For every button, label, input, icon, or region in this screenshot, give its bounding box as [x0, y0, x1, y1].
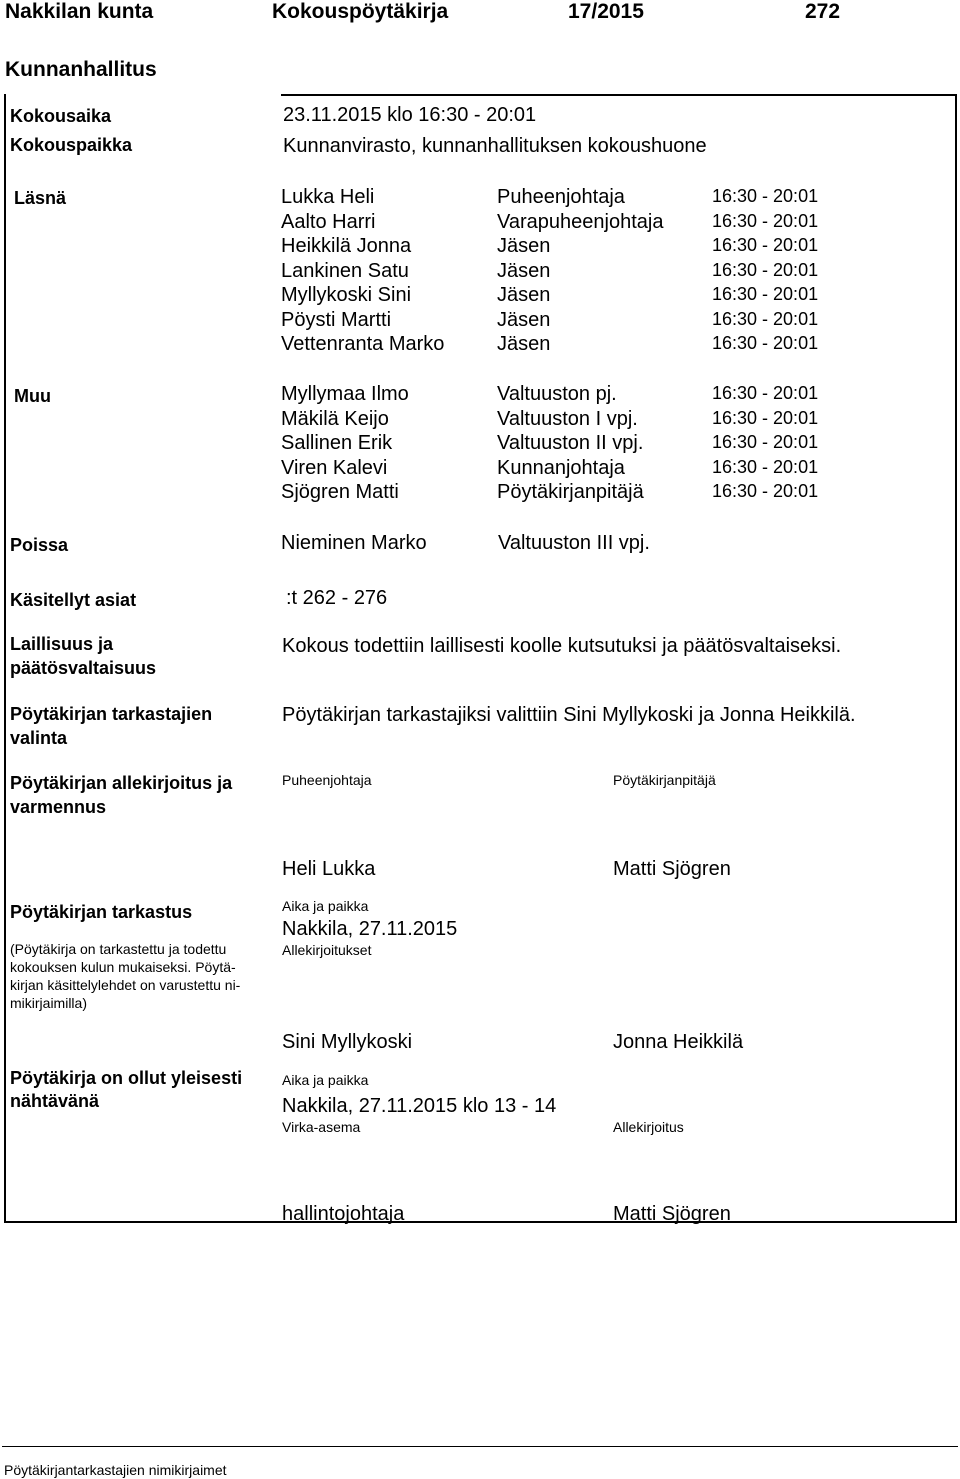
- reviewers-choice-label-line2: valinta: [10, 728, 68, 748]
- attendee-time: 16:30 - 20:01: [712, 309, 819, 329]
- footer-rule: [2, 1446, 958, 1447]
- display-time-place: Nakkila, 27.11.2015 klo 13 - 14: [282, 1095, 557, 1117]
- signature-caption: Allekirjoitus: [613, 1119, 684, 1135]
- attendee-role: Jäsen: [497, 333, 551, 355]
- secretary-caption: Pöytäkirjanpitäjä: [613, 772, 716, 788]
- public-display-label-line1: Pöytäkirja on ollut yleisesti: [10, 1068, 243, 1088]
- org-name: Nakkilan kunta: [5, 0, 154, 23]
- attendee-time: 16:30 - 20:01: [712, 457, 819, 477]
- items-value: :t 262 - 276: [286, 587, 388, 609]
- page-number: 272: [805, 0, 841, 23]
- attendee-time: 16:30 - 20:01: [712, 333, 819, 353]
- reviewer-1-name: Sini Myllykoski: [282, 1031, 413, 1053]
- display-time-place-caption: Aika ja paikka: [282, 1072, 369, 1088]
- attendee-role: Jäsen: [497, 235, 551, 257]
- attendee-time: 16:30 - 20:01: [712, 432, 819, 452]
- legality-label-line2: päätösvaltaisuus: [10, 658, 157, 678]
- attendee-name: Heikkilä Jonna: [281, 235, 412, 257]
- chair-name: Heli Lukka: [282, 858, 376, 880]
- attendee-role: Kunnanjohtaja: [497, 457, 625, 479]
- secretary-name: Matti Sjögren: [613, 858, 731, 880]
- absent-name: Nieminen Marko: [281, 532, 427, 554]
- attendee-role: Puheenjohtaja: [497, 186, 625, 208]
- attendee-name: Vettenranta Marko: [281, 333, 445, 355]
- doc-number: 17/2015: [568, 0, 644, 23]
- meeting-time-label: Kokousaika: [10, 106, 112, 126]
- meeting-place: Kunnanvirasto, kunnanhallituksen kokoushuone: [283, 135, 707, 157]
- signing-label-line2: varmennus: [10, 797, 107, 817]
- doc-type: Kokouspöytäkirja: [272, 0, 449, 23]
- body-name: Kunnanhallitus: [5, 58, 157, 81]
- attendee-time: 16:30 - 20:01: [712, 284, 819, 304]
- frame-gap: [6, 94, 281, 96]
- attendee-time: 16:30 - 20:01: [712, 186, 819, 206]
- reviewer-2-name: Jonna Heikkilä: [613, 1031, 744, 1053]
- meeting-time: 23.11.2015 klo 16:30 - 20:01: [283, 104, 537, 126]
- review-note-line1: (Pöytäkirja on tarkastettu ja todettu: [10, 941, 227, 957]
- attendee-name: Mäkilä Keijo: [281, 408, 389, 430]
- attendee-time: 16:30 - 20:01: [712, 235, 819, 255]
- public-display-label-line2: nähtävänä: [10, 1091, 100, 1111]
- footer-initials-label: Pöytäkirjantarkastajien nimikirjaimet: [4, 1462, 227, 1478]
- attendee-role: Jäsen: [497, 309, 551, 331]
- attendee-time: 16:30 - 20:01: [712, 211, 819, 231]
- attendee-name: Myllymaa Ilmo: [281, 383, 409, 405]
- legality-value: Kokous todettiin laillisesti koolle kutsutuksi ja päätösvaltaiseksi.: [282, 635, 842, 657]
- signatures-caption: Allekirjoitukset: [282, 942, 372, 958]
- absent-label: Poissa: [10, 535, 69, 555]
- attendee-name: Pöysti Martti: [281, 309, 392, 331]
- review-time-place-caption: Aika ja paikka: [282, 898, 369, 914]
- attendee-name: Sjögren Matti: [281, 481, 399, 503]
- other-label: Muu: [14, 386, 51, 406]
- attendee-role: Jäsen: [497, 284, 551, 306]
- position-caption: Virka-asema: [282, 1119, 361, 1135]
- attendee-role: Valtuuston pj.: [497, 383, 617, 405]
- attendee-time: 16:30 - 20:01: [712, 408, 819, 428]
- attendee-name: Viren Kalevi: [281, 457, 388, 479]
- review-note-line4: mikirjaimilla): [10, 995, 87, 1011]
- attendee-name: Aalto Harri: [281, 211, 376, 233]
- reviewers-choice-value: Pöytäkirjan tarkastajiksi valittiin Sini Myllykoski ja Jonna Heikkilä.: [282, 704, 856, 726]
- attendee-time: 16:30 - 20:01: [712, 260, 819, 280]
- absent-role: Valtuuston III vpj.: [498, 532, 650, 554]
- review-note-line3: kirjan käsittelylehdet on varustettu ni-: [10, 977, 241, 993]
- attendee-name: Lukka Heli: [281, 186, 375, 208]
- review-time-place: Nakkila, 27.11.2015: [282, 918, 458, 940]
- items-label: Käsitellyt asiat: [10, 590, 137, 610]
- attendee-role: Pöytäkirjanpitäjä: [497, 481, 644, 503]
- review-note-line2: kokouksen kulun mukaiseksi. Pöytä-: [10, 959, 236, 975]
- attendee-role: Varapuheenjohtaja: [497, 211, 664, 233]
- signing-label-line1: Pöytäkirjan allekirjoitus ja: [10, 773, 233, 793]
- attendee-role: Valtuuston II vpj.: [497, 432, 644, 454]
- attendee-time: 16:30 - 20:01: [712, 383, 819, 403]
- present-label: Läsnä: [14, 188, 67, 208]
- attendee-name: Lankinen Satu: [281, 260, 409, 282]
- chair-caption: Puheenjohtaja: [282, 772, 372, 788]
- attendee-time: 16:30 - 20:01: [712, 481, 819, 501]
- reviewers-choice-label-line1: Pöytäkirjan tarkastajien: [10, 704, 213, 724]
- review-label: Pöytäkirjan tarkastus: [10, 902, 193, 922]
- attendee-role: Valtuuston I vpj.: [497, 408, 638, 430]
- signer-position: hallintojohtaja: [282, 1203, 405, 1225]
- attendee-name: Sallinen Erik: [281, 432, 393, 454]
- attendee-name: Myllykoski Sini: [281, 284, 412, 306]
- meeting-place-label: Kokouspaikka: [10, 135, 133, 155]
- signer-name: Matti Sjögren: [613, 1203, 731, 1225]
- attendee-role: Jäsen: [497, 260, 551, 282]
- legality-label-line1: Laillisuus ja: [10, 634, 114, 654]
